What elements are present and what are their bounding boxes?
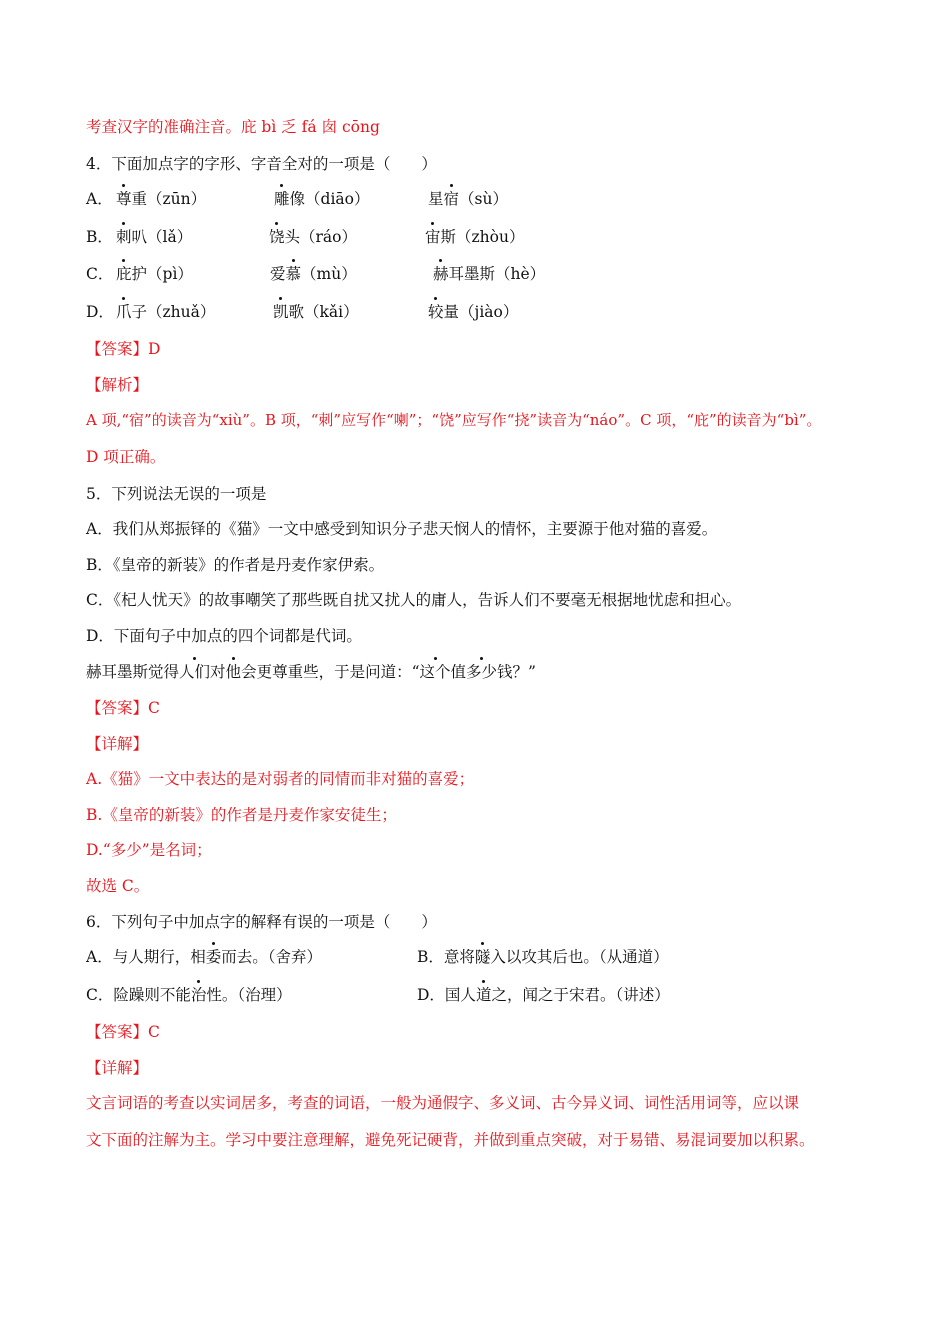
q5-detail-b: B.《皇帝的新装》的作者是丹麦作家安徒生； <box>86 806 397 824</box>
q4-stem: 4．下面加点字的字形、字音全对的一项是（ ） <box>86 155 437 173</box>
option-item: 宙斯（zhòu） <box>425 228 525 246</box>
q4-option-d <box>86 302 519 322</box>
intro-line: 考查汉字的准确注音。庇 bì 乏 fá 囱 cōng <box>86 118 380 136</box>
q5-detail-d: D.“多少”是名词； <box>86 841 212 859</box>
q6-option-a: A．与人期行，相委而去。（舍弃） <box>86 948 322 966</box>
q4-analysis-text: A 项,“宿”的读音为“xiù”。B 项，“刺”应写作“喇”；“饶”应写作“挠”读音为“náo”。C 项，“庇”的读音为“bì”。 <box>86 411 822 429</box>
q5-detail-label: 【详解】 <box>86 735 149 753</box>
q6-option-d: D．国人道之，闻之于宋君。（讲述） <box>417 986 670 1004</box>
option-item: 爱慕（mù） <box>270 265 357 283</box>
q5-option-d: D．下面句子中加点的四个词都是代词。 <box>86 627 362 645</box>
q4-analysis-label: 【解析】 <box>86 376 149 394</box>
option-item: 凯歌（kǎi） <box>273 303 359 321</box>
option-item: 尊重（zūn） <box>116 190 207 208</box>
q6-option-b: B．意将隧入以攻其后也。（从通道） <box>417 948 669 966</box>
option-item: 饶头（ráo） <box>269 228 357 246</box>
option-item: 庇护（pì） <box>116 265 193 283</box>
q5-option-a: A．我们从郑振铎的《猫》一文中感受到知识分子悲天悯人的情怀，主要源于他对猫的喜爱。 <box>86 520 718 538</box>
q4-option-b <box>86 227 525 247</box>
option-item: 赫耳墨斯（hè） <box>433 265 546 283</box>
q5-answer: 【答案】C <box>86 699 160 717</box>
option-item: 雕像（diāo） <box>274 190 370 208</box>
q5-option-c: C．《杞人忧天》的故事嘲笑了那些既自扰又扰人的庸人，告诉人们不要毫无根据地忧虑和担心。 <box>86 591 742 609</box>
option-label: C． <box>86 265 114 283</box>
q4-answer: 【答案】D <box>86 340 161 358</box>
q4-analysis-text-2: D 项正确。 <box>86 448 166 466</box>
option-label: B． <box>86 228 113 246</box>
option-label: D． <box>86 303 114 321</box>
q5-option-b: B．《皇帝的新装》的作者是丹麦作家伊索。 <box>86 556 385 574</box>
q4-option-c <box>86 264 546 284</box>
q5-example-sentence: 赫耳墨斯觉得人们对他会更尊重些，于是问道：“这个值多少钱？” <box>86 663 536 681</box>
q6-detail-text: 文言词语的考查以实词居多，考查的词语，一般为通假字、多义词、古今异义词、词性活用词等，应以课 <box>86 1094 800 1112</box>
option-label: A． <box>86 190 113 208</box>
q6-detail-text-2: 文下面的注解为主。学习中要注意理解，避免死记硬背，并做到重点突破，对于易错、易混词要加以积累。 <box>86 1131 815 1149</box>
option-item: 刺叭（lǎ） <box>116 228 193 246</box>
q5-choose: 故选 C。 <box>86 877 150 895</box>
q4-option-a <box>86 189 508 209</box>
option-item: 爪子（zhuǎ） <box>116 303 216 321</box>
q6-detail-label: 【详解】 <box>86 1059 149 1077</box>
q5-stem: 5．下列说法无误的一项是 <box>86 485 267 503</box>
option-item: 较量（jiào） <box>428 303 519 321</box>
q5-detail-a: A.《猫》一文中表达的是对弱者的同情而非对猫的喜爱； <box>86 770 475 788</box>
option-item: 星宿（sù） <box>428 190 508 208</box>
q6-answer: 【答案】C <box>86 1023 160 1041</box>
q6-option-c: C．险躁则不能治性。（治理） <box>86 986 292 1004</box>
q6-stem: 6．下列句子中加点字的解释有误的一项是（ ） <box>86 913 437 931</box>
